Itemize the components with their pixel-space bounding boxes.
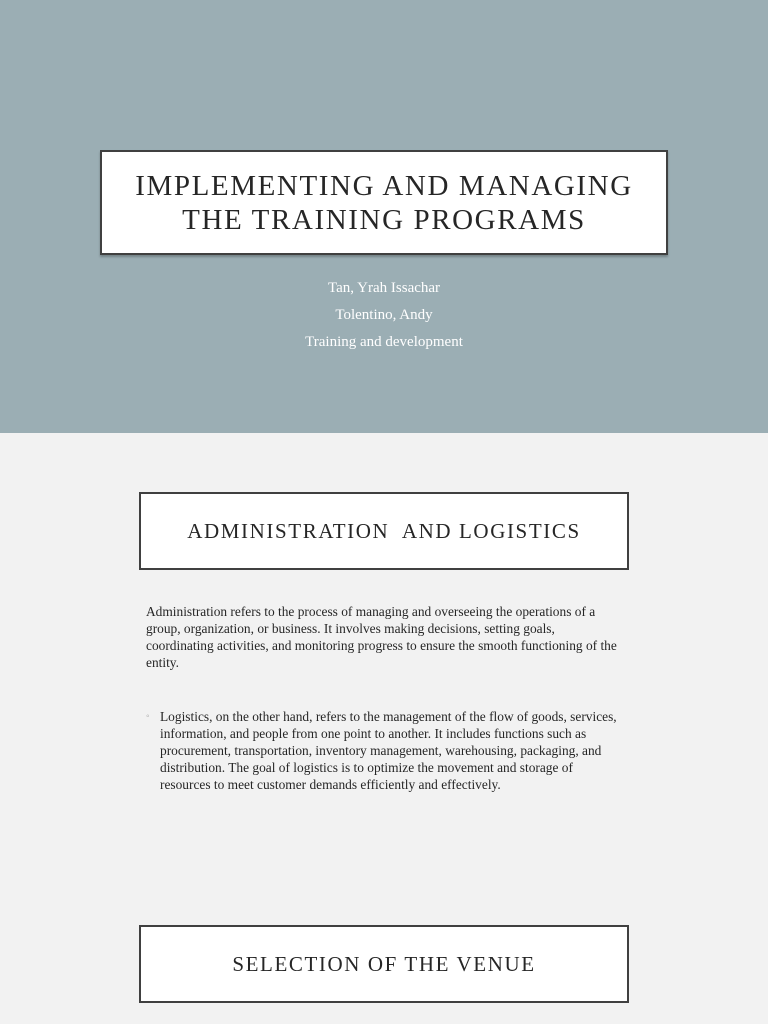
course-name: Training and development: [305, 334, 463, 350]
logistics-text: Logistics, on the other hand, refers to the management of the flow of goods, services, information, and people from one point to another. It includes functions such as procurement, transportation, inventory management, warehousing, packaging, and distribution. The goal of logistics is to optimize the movement and storage of resources to meet customer demands efficiently and effectively.: [160, 709, 617, 792]
venue-heading-box: [139, 925, 629, 1003]
venue-heading: SELECTION OF THE VENUE: [232, 951, 536, 976]
author-2: Tolentino, Andy: [335, 307, 433, 323]
admin-heading: ADMINISTRATION AND LOGISTICS: [187, 518, 581, 543]
title-slide: [0, 0, 768, 433]
title-line-2: THE TRAINING PROGRAMS: [182, 203, 586, 236]
bullet-marker-icon: ◦: [146, 711, 150, 722]
subtitle-block: [0, 278, 768, 359]
title-box: [100, 150, 668, 255]
admin-paragraph: Administration refers to the process of managing and overseeing the operations of a group, organization, or business. It involves making decisions, setting goals, coordinating activities, and monitoring progress to ensure the smooth functioning of the entity.: [146, 604, 617, 670]
admin-heading-box: [139, 492, 629, 570]
logistics-bullet: [146, 708, 622, 793]
title-line-1: IMPLEMENTING AND MANAGING: [135, 169, 633, 202]
author-1: Tan, Yrah Issachar: [327, 280, 441, 296]
